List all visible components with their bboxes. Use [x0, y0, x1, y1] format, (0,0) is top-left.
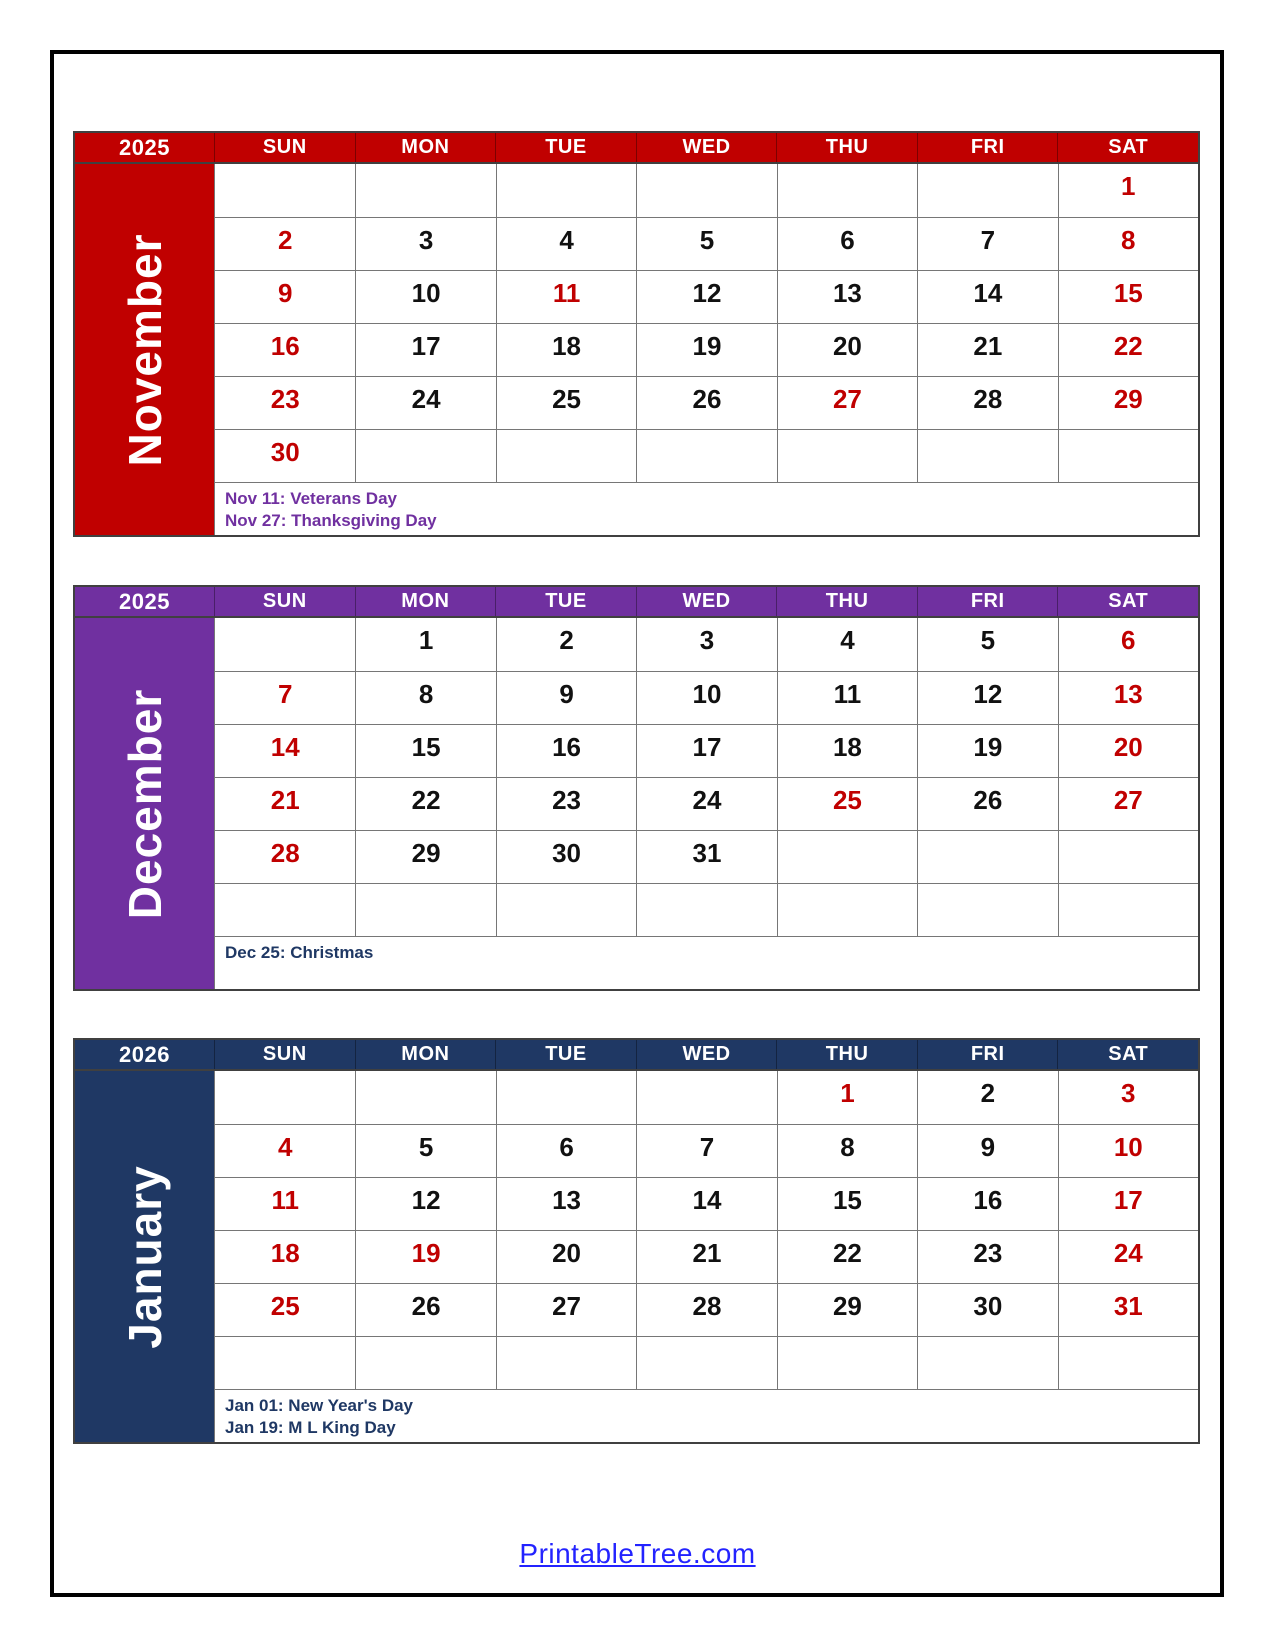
- day-number: 25: [552, 384, 582, 414]
- day-number: 15: [832, 1185, 862, 1215]
- holiday-note: Nov 11: Veterans Day: [225, 489, 397, 508]
- day-cell-jan-5: [355, 1124, 495, 1177]
- day-cell-dec-30: [496, 830, 636, 883]
- day-number: 20: [1113, 732, 1143, 762]
- holiday-notes: [215, 936, 1198, 989]
- empty-day-cell: [636, 1336, 776, 1389]
- day-number: 21: [692, 1238, 722, 1268]
- empty-day-cell: [777, 429, 917, 482]
- empty-day-cell: [215, 1336, 355, 1389]
- month-name-label: December: [118, 688, 171, 919]
- day-cell-dec-29: [355, 830, 495, 883]
- holiday-notes: [215, 1389, 1198, 1442]
- holiday-note: Nov 27: Thanksgiving Day: [225, 511, 437, 530]
- day-number: 15: [1113, 278, 1143, 308]
- day-grid: [215, 618, 1198, 936]
- calendar-november-2025: [73, 131, 1200, 537]
- weekday-header-fri: FRI: [917, 1040, 1058, 1069]
- day-number: 23: [270, 384, 300, 414]
- day-cell-dec-20: [1058, 724, 1198, 777]
- day-cell-nov-22: [1058, 323, 1198, 376]
- empty-day-cell: [496, 1336, 636, 1389]
- day-cell-jan-19: [355, 1230, 495, 1283]
- day-number: 30: [552, 838, 582, 868]
- day-cell-jan-14: [636, 1177, 776, 1230]
- day-number: 23: [552, 785, 582, 815]
- day-number: 15: [411, 732, 441, 762]
- empty-day-cell: [355, 164, 495, 217]
- month-sidebar: [75, 164, 215, 535]
- day-number: 27: [1113, 785, 1143, 815]
- day-cell-dec-24: [636, 777, 776, 830]
- day-cell-jan-21: [636, 1230, 776, 1283]
- empty-day-cell: [636, 883, 776, 936]
- day-cell-nov-20: [777, 323, 917, 376]
- empty-day-cell: [355, 1336, 495, 1389]
- day-cell-dec-31: [636, 830, 776, 883]
- day-cell-nov-2: [215, 217, 355, 270]
- day-number: 24: [411, 384, 441, 414]
- day-cell-nov-18: [496, 323, 636, 376]
- day-number: 9: [980, 1132, 996, 1162]
- header-row: [75, 587, 1198, 618]
- day-number: 25: [832, 785, 862, 815]
- day-number: 16: [552, 732, 582, 762]
- empty-day-cell: [1058, 883, 1198, 936]
- empty-day-cell: [355, 429, 495, 482]
- day-grid: [215, 1071, 1198, 1389]
- day-cell-jan-13: [496, 1177, 636, 1230]
- weekday-header-sat: SAT: [1057, 587, 1198, 616]
- day-cell-dec-23: [496, 777, 636, 830]
- weekday-header-thu: THU: [776, 133, 917, 162]
- day-cell-nov-12: [636, 270, 776, 323]
- day-number: 10: [692, 679, 722, 709]
- day-cell-dec-25: [777, 777, 917, 830]
- day-cell-dec-1: [355, 618, 495, 671]
- empty-day-cell: [777, 830, 917, 883]
- day-cell-jan-9: [917, 1124, 1057, 1177]
- day-cell-jan-16: [917, 1177, 1057, 1230]
- holiday-notes: [215, 482, 1198, 535]
- day-number: 29: [411, 838, 441, 868]
- day-cell-dec-22: [355, 777, 495, 830]
- day-number: 27: [832, 384, 862, 414]
- day-number: 3: [418, 225, 434, 255]
- empty-day-cell: [215, 618, 355, 671]
- weekday-header-thu: THU: [776, 587, 917, 616]
- day-number: 10: [411, 278, 441, 308]
- day-cell-jan-15: [777, 1177, 917, 1230]
- day-cell-nov-19: [636, 323, 776, 376]
- day-cell-jan-25: [215, 1283, 355, 1336]
- weekday-header-thu: THU: [776, 1040, 917, 1069]
- footer-site-link[interactable]: PrintableTree.com: [519, 1538, 756, 1569]
- holiday-note: Jan 01: New Year's Day: [225, 1396, 414, 1415]
- day-number: 7: [277, 679, 293, 709]
- weekday-header-sun: SUN: [214, 133, 355, 162]
- day-cell-jan-2: [917, 1071, 1057, 1124]
- day-number: 8: [1121, 225, 1136, 255]
- day-cell-nov-15: [1058, 270, 1198, 323]
- day-number: 22: [832, 1238, 862, 1268]
- empty-day-cell: [636, 164, 776, 217]
- weekday-header-wed: WED: [636, 1040, 777, 1069]
- day-number: 7: [980, 225, 996, 255]
- day-cell-dec-3: [636, 618, 776, 671]
- holiday-note: Jan 19: M L King Day: [225, 1418, 396, 1437]
- empty-day-cell: [215, 883, 355, 936]
- day-cell-dec-12: [917, 671, 1057, 724]
- day-number: 18: [552, 331, 582, 361]
- calendar-january-2026: [73, 1038, 1200, 1444]
- day-cell-dec-14: [215, 724, 355, 777]
- day-cell-nov-4: [496, 217, 636, 270]
- day-cell-nov-16: [215, 323, 355, 376]
- empty-day-cell: [917, 1336, 1057, 1389]
- day-number: 12: [411, 1185, 441, 1215]
- day-cell-dec-16: [496, 724, 636, 777]
- year-label: 2025: [119, 135, 170, 160]
- day-number: 24: [1113, 1238, 1143, 1268]
- day-number: 23: [973, 1238, 1003, 1268]
- day-cell-nov-21: [917, 323, 1057, 376]
- weekday-header-tue: TUE: [495, 133, 636, 162]
- day-number: 16: [270, 331, 300, 361]
- day-cell-nov-14: [917, 270, 1057, 323]
- day-cell-nov-9: [215, 270, 355, 323]
- day-cell-nov-11: [496, 270, 636, 323]
- day-cell-jan-20: [496, 1230, 636, 1283]
- day-number: 6: [1121, 625, 1136, 655]
- day-cell-nov-6: [777, 217, 917, 270]
- day-number: 22: [1113, 331, 1143, 361]
- day-number: 26: [692, 384, 722, 414]
- day-cell-jan-11: [215, 1177, 355, 1230]
- year-label: 2026: [119, 1042, 170, 1067]
- day-number: 19: [411, 1238, 441, 1268]
- day-cell-nov-10: [355, 270, 495, 323]
- day-number: 5: [980, 625, 996, 655]
- day-number: 1: [840, 1078, 855, 1108]
- day-cell-dec-6: [1058, 618, 1198, 671]
- day-number: 14: [692, 1185, 722, 1215]
- day-number: 30: [973, 1291, 1003, 1321]
- empty-day-cell: [355, 1071, 495, 1124]
- day-number: 7: [699, 1132, 715, 1162]
- day-number: 9: [559, 679, 574, 709]
- day-cell-nov-30: [215, 429, 355, 482]
- weekday-header-sat: SAT: [1057, 133, 1198, 162]
- day-number: 18: [270, 1238, 300, 1268]
- day-number: 25: [270, 1291, 300, 1321]
- empty-day-cell: [215, 1071, 355, 1124]
- day-cell-jan-8: [777, 1124, 917, 1177]
- day-number: 18: [832, 732, 862, 762]
- weekday-header-tue: TUE: [495, 587, 636, 616]
- day-number: 2: [980, 1078, 996, 1108]
- day-cell-nov-3: [355, 217, 495, 270]
- month-sidebar: [75, 1071, 215, 1442]
- weekday-header-wed: WED: [636, 133, 777, 162]
- day-cell-dec-28: [215, 830, 355, 883]
- day-number: 29: [832, 1291, 862, 1321]
- empty-day-cell: [1058, 1336, 1198, 1389]
- day-cell-dec-7: [215, 671, 355, 724]
- empty-day-cell: [496, 164, 636, 217]
- day-cell-jan-30: [917, 1283, 1057, 1336]
- day-number: 4: [840, 625, 855, 655]
- day-number: 2: [559, 625, 574, 655]
- footer: [0, 1538, 1275, 1570]
- day-number: 10: [1113, 1132, 1143, 1162]
- header-row: [75, 1040, 1198, 1071]
- weekday-header-wed: WED: [636, 587, 777, 616]
- holiday-note: Dec 25: Christmas: [225, 943, 374, 962]
- day-cell-jan-10: [1058, 1124, 1198, 1177]
- empty-day-cell: [496, 429, 636, 482]
- day-cell-jan-18: [215, 1230, 355, 1283]
- day-cell-jan-12: [355, 1177, 495, 1230]
- weekday-header-mon: MON: [355, 587, 496, 616]
- day-number: 1: [418, 625, 434, 655]
- day-number: 17: [692, 732, 722, 762]
- day-cell-dec-13: [1058, 671, 1198, 724]
- day-cell-jan-4: [215, 1124, 355, 1177]
- day-cell-nov-26: [636, 376, 776, 429]
- empty-day-cell: [496, 883, 636, 936]
- day-number: 11: [271, 1185, 299, 1215]
- weekday-header-sun: SUN: [214, 587, 355, 616]
- day-cell-nov-8: [1058, 217, 1198, 270]
- day-number: 19: [973, 732, 1003, 762]
- empty-day-cell: [777, 164, 917, 217]
- weekday-header-mon: MON: [355, 1040, 496, 1069]
- empty-day-cell: [917, 164, 1057, 217]
- year-label: 2025: [119, 589, 170, 614]
- day-number: 5: [418, 1132, 434, 1162]
- day-number: 8: [418, 679, 434, 709]
- weekday-header-sun: SUN: [214, 1040, 355, 1069]
- day-number: 30: [270, 437, 300, 467]
- day-cell-dec-15: [355, 724, 495, 777]
- day-number: 19: [692, 331, 722, 361]
- day-cell-dec-9: [496, 671, 636, 724]
- day-number: 11: [833, 679, 862, 709]
- day-number: 20: [552, 1238, 582, 1268]
- day-cell-jan-3: [1058, 1071, 1198, 1124]
- header-row: [75, 133, 1198, 164]
- day-cell-dec-11: [777, 671, 917, 724]
- day-number: 21: [270, 785, 300, 815]
- day-number: 9: [277, 278, 293, 308]
- calendar-december-2025: [73, 585, 1200, 991]
- empty-day-cell: [1058, 429, 1198, 482]
- day-cell-jan-17: [1058, 1177, 1198, 1230]
- day-number: 3: [699, 625, 715, 655]
- day-cell-nov-23: [215, 376, 355, 429]
- day-number: 21: [973, 331, 1003, 361]
- empty-day-cell: [777, 883, 917, 936]
- day-cell-dec-18: [777, 724, 917, 777]
- day-cell-dec-26: [917, 777, 1057, 830]
- day-number: 26: [411, 1291, 441, 1321]
- day-cell-jan-24: [1058, 1230, 1198, 1283]
- day-number: 13: [552, 1185, 582, 1215]
- day-number: 22: [411, 785, 441, 815]
- day-cell-jan-31: [1058, 1283, 1198, 1336]
- day-cell-dec-17: [636, 724, 776, 777]
- day-number: 4: [277, 1132, 293, 1162]
- day-number: 8: [840, 1132, 855, 1162]
- day-cell-dec-10: [636, 671, 776, 724]
- day-cell-jan-7: [636, 1124, 776, 1177]
- day-number: 27: [552, 1291, 582, 1321]
- empty-day-cell: [636, 429, 776, 482]
- empty-day-cell: [777, 1336, 917, 1389]
- day-cell-jan-6: [496, 1124, 636, 1177]
- day-number: 5: [699, 225, 715, 255]
- day-number: 2: [277, 225, 293, 255]
- day-cell-dec-8: [355, 671, 495, 724]
- day-cell-nov-29: [1058, 376, 1198, 429]
- month-name-label: January: [118, 1164, 171, 1349]
- day-cell-jan-23: [917, 1230, 1057, 1283]
- day-cell-jan-28: [636, 1283, 776, 1336]
- weekday-header-tue: TUE: [495, 1040, 636, 1069]
- day-cell-nov-5: [636, 217, 776, 270]
- day-cell-nov-27: [777, 376, 917, 429]
- month-name-label: November: [118, 233, 171, 466]
- day-number: 14: [973, 278, 1003, 308]
- day-number: 31: [1113, 1291, 1143, 1321]
- day-number: 12: [973, 679, 1003, 709]
- day-number: 17: [1113, 1185, 1143, 1215]
- empty-day-cell: [215, 164, 355, 217]
- weekday-header-mon: MON: [355, 133, 496, 162]
- day-number: 6: [559, 1132, 574, 1162]
- day-cell-dec-5: [917, 618, 1057, 671]
- day-number: 17: [411, 331, 441, 361]
- day-number: 28: [270, 838, 300, 868]
- empty-day-cell: [1058, 830, 1198, 883]
- empty-day-cell: [496, 1071, 636, 1124]
- day-number: 1: [1121, 171, 1136, 201]
- day-number: 13: [832, 278, 862, 308]
- day-number: 12: [692, 278, 722, 308]
- empty-day-cell: [917, 830, 1057, 883]
- day-cell-jan-26: [355, 1283, 495, 1336]
- day-cell-nov-17: [355, 323, 495, 376]
- day-cell-jan-1: [777, 1071, 917, 1124]
- day-number: 3: [1121, 1078, 1136, 1108]
- day-number: 20: [832, 331, 862, 361]
- day-cell-nov-28: [917, 376, 1057, 429]
- day-cell-nov-24: [355, 376, 495, 429]
- day-number: 26: [973, 785, 1003, 815]
- day-cell-jan-27: [496, 1283, 636, 1336]
- day-number: 4: [559, 225, 574, 255]
- day-cell-nov-1: [1058, 164, 1198, 217]
- weekday-header-sat: SAT: [1057, 1040, 1198, 1069]
- day-number: 11: [552, 278, 581, 308]
- day-cell-dec-27: [1058, 777, 1198, 830]
- day-number: 29: [1113, 384, 1143, 414]
- month-sidebar: [75, 618, 215, 989]
- empty-day-cell: [636, 1071, 776, 1124]
- day-cell-nov-13: [777, 270, 917, 323]
- day-number: 28: [692, 1291, 722, 1321]
- day-cell-dec-19: [917, 724, 1057, 777]
- day-cell-dec-2: [496, 618, 636, 671]
- day-number: 14: [270, 732, 300, 762]
- empty-day-cell: [917, 883, 1057, 936]
- day-number: 24: [692, 785, 722, 815]
- day-cell-nov-7: [917, 217, 1057, 270]
- empty-day-cell: [917, 429, 1057, 482]
- weekday-header-fri: FRI: [917, 587, 1058, 616]
- day-number: 28: [973, 384, 1003, 414]
- empty-day-cell: [355, 883, 495, 936]
- day-cell-jan-22: [777, 1230, 917, 1283]
- day-cell-dec-4: [777, 618, 917, 671]
- day-cell-nov-25: [496, 376, 636, 429]
- day-number: 13: [1113, 679, 1143, 709]
- day-number: 6: [840, 225, 855, 255]
- day-cell-dec-21: [215, 777, 355, 830]
- weekday-header-fri: FRI: [917, 133, 1058, 162]
- day-number: 16: [973, 1185, 1003, 1215]
- day-grid: [215, 164, 1198, 482]
- day-cell-jan-29: [777, 1283, 917, 1336]
- day-number: 31: [692, 838, 722, 868]
